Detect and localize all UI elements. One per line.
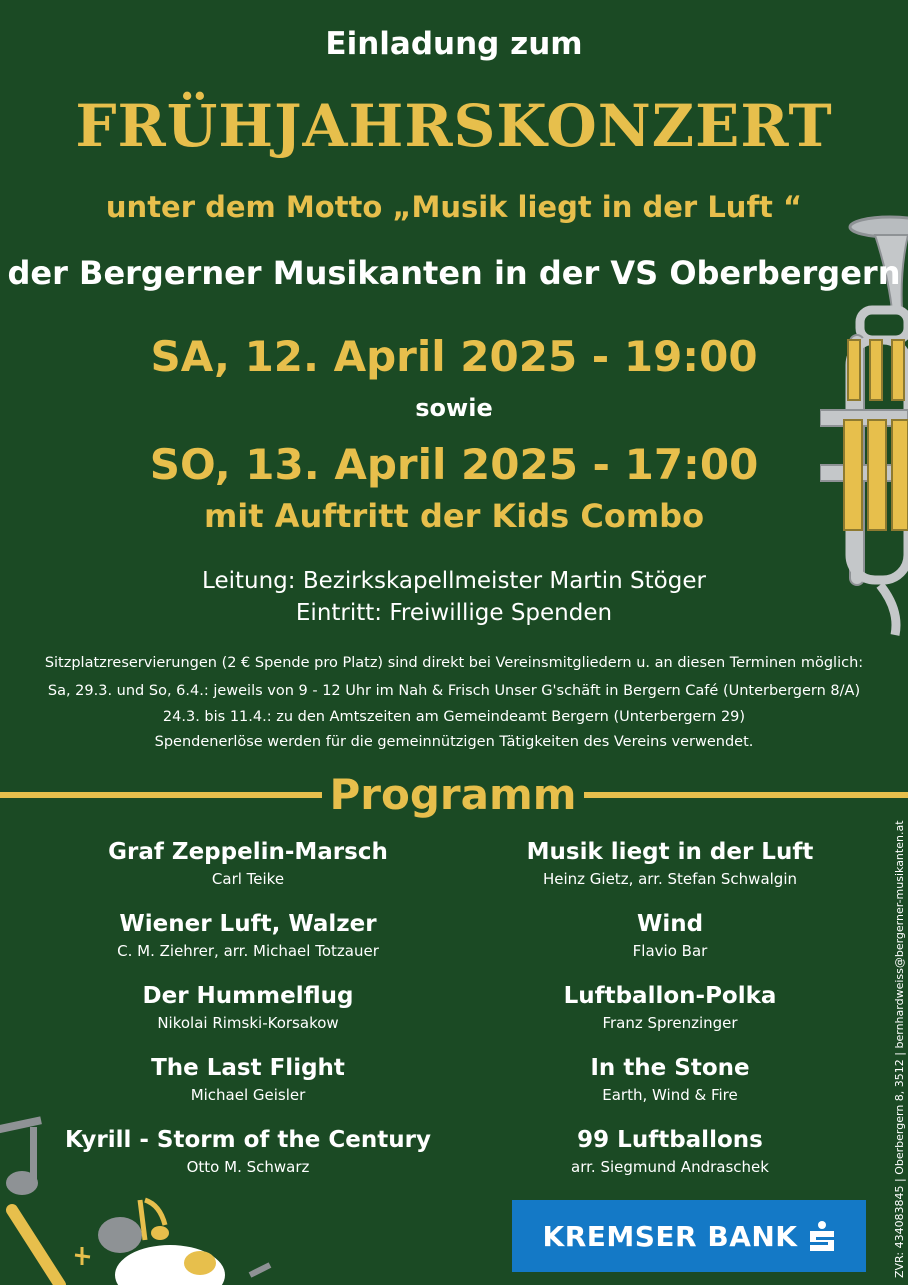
program-item bbox=[28, 1052, 468, 1124]
date-second: SO, 13. April 2025 - 17:00 bbox=[149, 440, 759, 489]
piece-title: Graf Zeppelin-Marsch bbox=[108, 839, 388, 865]
piece-composer: arr. Siegmund Andraschek bbox=[571, 1158, 769, 1176]
intro-text: Einladung zum bbox=[325, 26, 583, 62]
piece-composer: Heinz Gietz, arr. Stefan Schwalgin bbox=[542, 870, 798, 888]
sparkasse-s-icon bbox=[808, 1221, 836, 1251]
reservation-line: 24.3. bis 11.4.: zu den Amtszeiten am Gemeindeamt Bergern (Unterbergern 29) bbox=[162, 709, 746, 725]
program-item bbox=[450, 836, 890, 908]
piece-composer: Franz Sprenzinger bbox=[602, 1014, 738, 1032]
divider bbox=[0, 792, 322, 798]
program-item bbox=[450, 1052, 890, 1124]
page-title: FRÜHJAHRSKONZERT bbox=[75, 92, 833, 160]
motto: unter dem Motto „Musik liegt in der Luft “ bbox=[105, 190, 803, 224]
piece-title: In the Stone bbox=[590, 1055, 750, 1081]
sponsor-logo bbox=[512, 1200, 866, 1272]
kids-combo-note: mit Auftritt der Kids Combo bbox=[203, 497, 705, 535]
piece-title: Kyrill - Storm of the Century bbox=[65, 1127, 431, 1153]
reservation-line: Sitzplatzreservierungen (2 € Spende pro Platz) sind direkt bei Vereinsmitgliedern u. an diesen Terminen möglich: bbox=[44, 655, 864, 671]
program-heading: Programm bbox=[329, 770, 577, 819]
program-item bbox=[28, 1124, 468, 1196]
program-item bbox=[28, 836, 468, 908]
program-item bbox=[450, 980, 890, 1052]
program-column-left bbox=[28, 836, 468, 1196]
piece-composer: Otto M. Schwarz bbox=[186, 1158, 310, 1176]
piece-composer: Carl Teike bbox=[211, 870, 285, 888]
program-item bbox=[450, 908, 890, 980]
reservation-line: Spendenerlöse werden für die gemeinnützigen Tätigkeiten des Vereins verwendet. bbox=[154, 734, 754, 750]
piece-composer: Michael Geisler bbox=[190, 1086, 306, 1104]
piece-composer: C. M. Ziehrer, arr. Michael Totzauer bbox=[117, 942, 379, 960]
piece-title: Der Hummelflug bbox=[142, 983, 354, 1009]
divider bbox=[584, 792, 908, 798]
program-item bbox=[28, 980, 468, 1052]
piece-title: Wind bbox=[636, 911, 704, 937]
piece-composer: Nikolai Rimski-Korsakow bbox=[157, 1014, 339, 1032]
sponsor-name: KREMSER BANK bbox=[542, 1219, 798, 1253]
piece-title: Wiener Luft, Walzer bbox=[119, 911, 377, 937]
program-column-right bbox=[450, 836, 890, 1196]
piece-title: Luftballon-Polka bbox=[563, 983, 777, 1009]
program-item bbox=[450, 1124, 890, 1196]
piece-title: 99 Luftballons bbox=[577, 1127, 763, 1153]
piece-title: The Last Flight bbox=[151, 1055, 345, 1081]
date-first: SA, 12. April 2025 - 19:00 bbox=[150, 332, 758, 381]
band-venue: der Bergerner Musikanten in der VS Oberbergern bbox=[7, 254, 901, 292]
piece-title: Musik liegt in der Luft bbox=[526, 839, 814, 865]
admission-info: Eintritt: Freiwillige Spenden bbox=[295, 600, 613, 626]
date-conjunction: sowie bbox=[415, 394, 493, 422]
piece-composer: Flavio Bar bbox=[632, 942, 708, 960]
program-item bbox=[28, 908, 468, 980]
reservation-line: Sa, 29.3. und So, 6.4.: jeweils von 9 - 12 Uhr im Nah & Frisch Unser G'schäft in Bergern Café (Unterbergern 8/A) bbox=[47, 683, 861, 699]
conductor-info: Leitung: Bezirkskapellmeister Martin Stöger bbox=[202, 568, 706, 594]
piece-composer: Earth, Wind & Fire bbox=[602, 1086, 738, 1104]
contact-footer: ZVR: 434083845 | Oberbergern 8, 3512 | bernhardweiss@bergerner-musikanten.at bbox=[893, 820, 906, 1278]
